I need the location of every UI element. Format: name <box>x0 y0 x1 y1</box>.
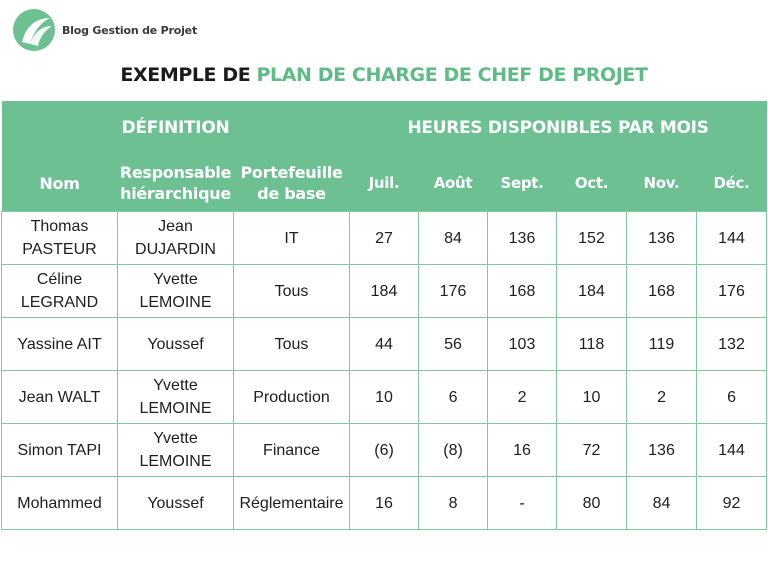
cell-hours: 44 <box>350 318 419 371</box>
cell-responsable: Youssef <box>118 318 234 371</box>
column-header: Déc. <box>697 155 767 212</box>
table-row <box>2 477 767 530</box>
cell-hours: 184 <box>557 265 627 318</box>
cell-hours: 144 <box>697 212 767 265</box>
cell-hours: 56 <box>419 318 488 371</box>
group-header-hours: HEURES DISPONIBLES PAR MOIS <box>350 101 767 155</box>
cell-hours: 136 <box>488 212 557 265</box>
column-header: Oct. <box>557 155 627 212</box>
cell-portefeuille: Réglementaire <box>234 477 350 530</box>
brand-name: Blog Gestion de Projet <box>62 23 197 37</box>
cell-hours: 168 <box>627 265 697 318</box>
table-row <box>2 212 767 265</box>
cell-hours: 176 <box>697 265 767 318</box>
table-row <box>2 318 767 371</box>
cell-hours: 184 <box>350 265 419 318</box>
cell-hours: (6) <box>350 424 419 477</box>
cell-hours: - <box>488 477 557 530</box>
column-header: Nov. <box>627 155 697 212</box>
column-header: Juil. <box>350 155 419 212</box>
cell-hours: 16 <box>350 477 419 530</box>
column-header: Août <box>419 155 488 212</box>
cell-hours: 80 <box>557 477 627 530</box>
table-row <box>2 424 767 477</box>
column-header: Responsable hiérarchique <box>118 155 234 212</box>
cell-nom: Yassine AIT <box>2 318 118 371</box>
cell-responsable: Youssef <box>118 477 234 530</box>
group-header-definition: DÉFINITION <box>2 101 350 155</box>
cell-portefeuille: Production <box>234 371 350 424</box>
cell-hours: 10 <box>350 371 419 424</box>
cell-responsable: Jean DUJARDIN <box>118 212 234 265</box>
cell-nom: Céline LEGRAND <box>2 265 118 318</box>
brand <box>12 8 197 52</box>
table-row <box>2 265 767 318</box>
cell-hours: 84 <box>627 477 697 530</box>
cell-nom: Mohammed <box>2 477 118 530</box>
cell-hours: 103 <box>488 318 557 371</box>
cell-hours: 27 <box>350 212 419 265</box>
leaf-logo-icon <box>12 8 56 52</box>
cell-nom: Thomas PASTEUR <box>2 212 118 265</box>
cell-hours: 16 <box>488 424 557 477</box>
cell-hours: 6 <box>419 371 488 424</box>
cell-portefeuille: Tous <box>234 265 350 318</box>
cell-nom: Simon TAPI <box>2 424 118 477</box>
cell-hours: 10 <box>557 371 627 424</box>
cell-responsable: Yvette LEMOINE <box>118 371 234 424</box>
cell-hours: 2 <box>488 371 557 424</box>
cell-hours: 2 <box>627 371 697 424</box>
cell-portefeuille: Tous <box>234 318 350 371</box>
column-header: Portefeuille de base <box>234 155 350 212</box>
cell-hours: (8) <box>419 424 488 477</box>
cell-hours: 152 <box>557 212 627 265</box>
cell-hours: 92 <box>697 477 767 530</box>
cell-hours: 118 <box>557 318 627 371</box>
cell-hours: 176 <box>419 265 488 318</box>
column-header: Nom <box>2 155 118 212</box>
cell-hours: 84 <box>419 212 488 265</box>
cell-portefeuille: Finance <box>234 424 350 477</box>
cell-hours: 136 <box>627 424 697 477</box>
cell-hours: 8 <box>419 477 488 530</box>
cell-hours: 6 <box>697 371 767 424</box>
plan-de-charge-table <box>1 101 766 530</box>
cell-hours: 72 <box>557 424 627 477</box>
cell-portefeuille: IT <box>234 212 350 265</box>
column-header: Sept. <box>488 155 557 212</box>
cell-responsable: Yvette LEMOINE <box>118 265 234 318</box>
cell-hours: 136 <box>627 212 697 265</box>
title-accent: PLAN DE CHARGE DE CHEF DE PROJET <box>256 64 648 86</box>
title-prefix: EXEMPLE DE <box>120 64 257 86</box>
cell-hours: 144 <box>697 424 767 477</box>
cell-hours: 168 <box>488 265 557 318</box>
cell-responsable: Yvette LEMOINE <box>118 424 234 477</box>
table-row <box>2 371 767 424</box>
page-title <box>0 64 768 86</box>
cell-hours: 119 <box>627 318 697 371</box>
cell-hours: 132 <box>697 318 767 371</box>
cell-nom: Jean WALT <box>2 371 118 424</box>
